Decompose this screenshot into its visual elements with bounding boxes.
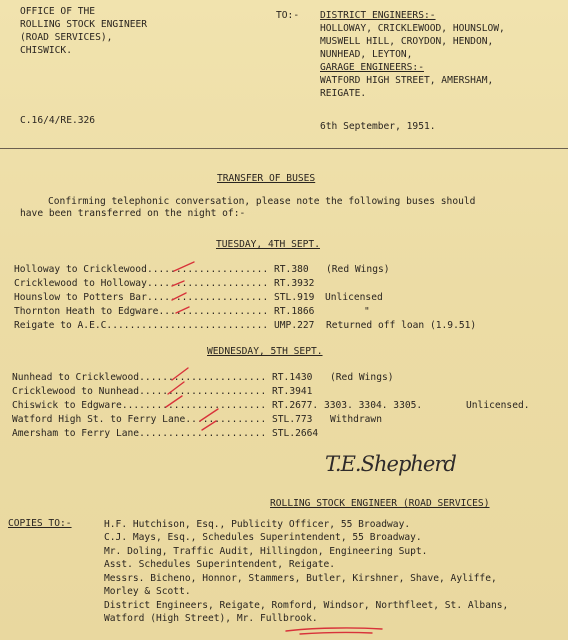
note: " <box>364 306 370 317</box>
note: (Red Wings) <box>326 264 390 275</box>
note: Returned off loan (1.9.51) <box>326 320 477 331</box>
district-line: NUNHEAD, LEYTON, <box>320 49 413 60</box>
red-check-mark <box>174 262 194 271</box>
dot-leader: ...................... <box>139 372 267 383</box>
red-underline <box>286 628 382 631</box>
copies-label: COPIES TO:- <box>8 518 72 529</box>
bus-number: RT.3932 <box>274 278 315 289</box>
bus-number: RT.3941 <box>272 386 313 397</box>
route: Reigate to A.E.C. <box>14 320 113 331</box>
copies-line: Messrs. Bicheno, Honnor, Stammers, Butler, Kirshner, Shave, Ayliffe, <box>104 573 497 584</box>
district-line: MUSWELL HILL, CROYDON, HENDON, <box>320 36 494 47</box>
bus-number: RT.380 <box>274 264 309 275</box>
reference-number: C.16/4/RE.326 <box>20 115 96 126</box>
office-line: CHISWICK. <box>20 45 72 56</box>
bus-number: RT.1866 <box>274 306 315 317</box>
garage-line: WATFORD HIGH STREET, AMERSHAM, <box>320 75 494 86</box>
dot-leader: ...................... <box>139 428 267 439</box>
note: Unlicensed. <box>466 400 530 411</box>
bus-number: STL.2664 <box>272 428 319 439</box>
dot-leader: .............. <box>185 414 267 425</box>
red-check-mark <box>172 293 186 300</box>
district-line: HOLLOWAY, CRICKLEWOOD, HOUNSLOW, <box>320 23 505 34</box>
red-check-mark <box>172 281 184 286</box>
dot-leader: ...................... <box>139 386 267 397</box>
section-heading-wednesday: WEDNESDAY, 5TH SEPT. <box>207 346 323 357</box>
garage-heading: GARAGE ENGINEERS:- <box>320 62 424 73</box>
route: Nunhead to Cricklewood <box>12 372 140 383</box>
note: (Red Wings) <box>330 372 394 383</box>
red-underline <box>300 632 372 634</box>
route: Cricklewood to Nunhead <box>12 386 140 397</box>
district-heading: DISTRICT ENGINEERS:- <box>320 10 436 21</box>
copies-line: Morley & Scott. <box>104 586 191 597</box>
red-check-mark <box>200 409 218 421</box>
bus-number: STL.919 <box>274 292 315 303</box>
section-heading-tuesday: TUESDAY, 4TH SEPT. <box>216 239 320 250</box>
memo-date: 6th September, 1951. <box>320 121 436 132</box>
red-check-mark <box>168 382 184 394</box>
copies-line: Mr. Doling, Traffic Audit, Hillingdon, Engineering Supt. <box>104 546 428 557</box>
copies-line: District Engineers, Reigate, Romford, Windsor, Northfleet, St. Albans, <box>104 600 509 611</box>
copies-line: C.J. Mays, Esq., Schedules Superintendent, 55 Broadway. <box>104 532 422 543</box>
bus-number: RT.2677. 3303. 3304. 3305. <box>272 400 423 411</box>
to-label: TO:- <box>276 10 300 21</box>
red-check-mark <box>166 396 182 407</box>
copies-line: H.F. Hutchison, Esq., Publicity Officer, 55 Broadway. <box>104 519 411 530</box>
copies-line: Watford (High Street), Mr. Fullbrook. <box>104 613 318 624</box>
dot-leader: ..................... <box>146 292 269 303</box>
signature: T.E.Shepherd <box>325 452 456 476</box>
memo-title: TRANSFER OF BUSES <box>217 173 316 184</box>
red-check-mark <box>172 368 188 380</box>
dot-leader: ................... <box>158 306 269 317</box>
dot-leader: ..................... <box>146 264 269 275</box>
signatory-title: ROLLING STOCK ENGINEER (ROAD SERVICES) <box>270 498 490 509</box>
route: Cricklewood to Holloway <box>14 278 147 289</box>
note: Unlicensed <box>325 292 383 303</box>
note: Withdrawn <box>330 414 382 425</box>
intro-line: Confirming telephonic conversation, please note the following buses should <box>48 196 476 207</box>
bus-number: UMP.227 <box>274 320 315 331</box>
office-line: (ROAD SERVICES), <box>20 32 113 43</box>
route: Chiswick to Edgware <box>12 400 122 411</box>
route: Watford High St. to Ferry Lane <box>12 414 186 425</box>
office-line: ROLLING STOCK ENGINEER <box>20 19 148 30</box>
route: Holloway to Cricklewood <box>14 264 147 275</box>
red-check-mark <box>202 421 216 430</box>
garage-line: REIGATE. <box>320 88 367 99</box>
bus-number: RT.1430 <box>272 372 313 383</box>
route: Thornton Heath to Edgware <box>14 306 159 317</box>
route: Hounslow to Potters Bar <box>14 292 147 303</box>
route: Amersham to Ferry Lane <box>12 428 140 439</box>
office-line: OFFICE OF THE <box>20 6 96 17</box>
dot-leader: ......................... <box>121 400 267 411</box>
dot-leader: ..................... <box>146 278 269 289</box>
dot-leader: ........................... <box>112 320 269 331</box>
copies-line: Asst. Schedules Superintendent, Reigate. <box>104 559 336 570</box>
intro-line: have been transferred on the night of:- <box>20 208 246 219</box>
red-check-mark <box>176 307 189 313</box>
bus-number: STL.773 <box>272 414 313 425</box>
